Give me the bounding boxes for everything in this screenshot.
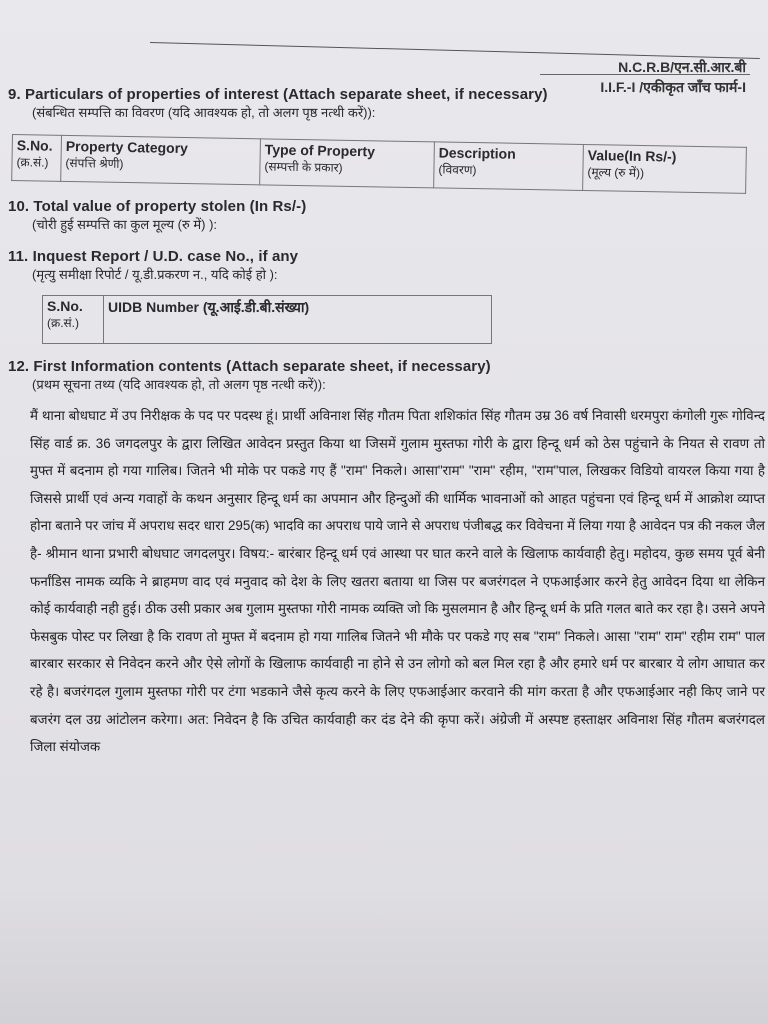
fir-body-paragraph: मैं थाना बोधघाट में उप निरीक्षक के पद पर पदस्थ हूं। प्रार्थी अविनाश सिंह गौतम पिता शशिकांत सिंह गौतम उम्र 36 वर्ष निवासी धरमपुरा कंगोली गुरू गोविन्द सिंह वार्ड क्र. 36 जगदलपुर के द्वारा लिखित आवेदन प्रस्तुत किया था जिसमें गुलाम मुस्तफा गोरी के द्वारा हिन्दू धर्म को ठेस पहुंचाने के नियत से रावण तो मुफ्त में बदनाम हो गया गालिब। जितने भी मोके पर पकडे गए हैं "राम" निकले। आसा"राम" "राम" रहीम, "राम"पाल, लिखकर विडियो वायरल किया गया है जिससे प्रार्थी एवं अन्य गवाहों के कथन अनुसार हिन्दू धर्म का अपमान और हिन्दुओं की धार्मिक भावनाओं को आहत पहुंचना एवं हिन्दू धर्म में आक्रोश व्याप्त होना बताने पर जांच में अपराध सदर धारा 295(क) भादवि का अपराध पाये जाने से अपराध पंजीबद्ध कर विवेचना में लिया गया है आवेदन पत्र की नकल जैल है- श्रीमान थाना प्रभारी बोधघाट जगदलपुर। विषय:- बारंबार हिन्दू धर्म एवं आस्था पर घात करने वाले के खिलाफ कार्यवाही हेतु। महोदय, कुछ समय पूर्व बेनी फर्नांडिस नामक व्यकि ने ब्राहमण वाद एवं मनुवाद को देश के लिए खतरा बताया था जिस पर बजरंगदल ने एफआईआर करने हेतु आवेदन दिया था लेकिन कोई कार्यवाही नही हुई। ठीक उसी प्रकार अब गुलाम मुस्तफा गोरी नामक व्यक्ति जो कि मुसलमान है और हिन्दू धर्म के प्रति गलत बाते कर रहा है। उसने अपने फेसबुक पोस्ट पर लिखा है कि रावण तो मुफ्त में बदनाम हो गया गालिब जितने भी मौके पर पकडे गए सब "राम" निकले। आसा "राम" राम" रहीम राम" पाल बारबार सरकार से निवेदन करने और ऐसे लोगों के खिलाफ कार्यवाही ना होने से उन लोगो को बल मिल रहा है और हमारे धर्म पर बारबार ये लोग आघात कर रहे है। बजरंगदल गुलाम मुस्तफा गोरी पर टंगा भडकाने जैसे कृत्य करने के लिए एफआईआर करवाने की मांग करता है और एफआईआर नही किए जाने पर बजरंग दल उग्र आंटोलन करेगा। अत: निवेदन है कि उचित कार्यवाही कर दंड देने की कृपा करें। अंग्रेजी में अस्पष्ट हस्ताक्षर अविनाश सिंह गौतम बजरंगदल जिला संयोजक: [30, 408, 766, 755]
col-sno: S.No. (क्र.सं.): [12, 135, 62, 182]
properties-table: [11, 134, 747, 194]
page-shadow: [0, 884, 768, 1024]
form-code-iif: I.I.F.-I /एकीकृत जाँच फार्म-I: [600, 79, 746, 95]
section-12-heading: 12. First Information contents (Attach separate sheet, if necessary) (प्रथम सूचना तथ्य (यदि आवश्यक हो, तो अलग पृष्ठ नत्थी करें)):: [8, 358, 491, 392]
section-11-heading: 11. Inquest Report / U.D. case No., if any (मृत्यु समीक्षा रिपोर्ट / यू.डी.प्रकरण न., यदि कोई हो ):: [8, 248, 299, 282]
top-rule: [150, 42, 760, 59]
form-code-ncrb: N.C.R.B/एन.सी.आर.बी: [618, 59, 746, 75]
col-type-of-property: Type of Property (सम्पत्ती के प्रकार): [260, 139, 435, 188]
col-value: Value(In Rs/-) (मूल्य (रु में)): [583, 144, 747, 193]
col-description: Description (विवरण): [434, 142, 584, 191]
header-divider: [540, 74, 750, 75]
uidb-col-sno: S.No. (क्र.सं.): [43, 296, 104, 344]
section-10-heading: 10. Total value of property stolen (In Rs/-) (चोरी हुई सम्पत्ति का कुल मूल्य (रु में) ):: [8, 198, 307, 232]
uidb-col-number: UIDB Number (यू.आई.डी.बी.संख्या): [104, 296, 492, 344]
fir-contents: [30, 402, 765, 761]
col-property-category: Property Category (संपत्ति श्रेणी): [61, 135, 261, 184]
uidb-table: [42, 295, 492, 344]
section-9-heading: 9. Particulars of properties of interest (Attach separate sheet, if necessary) (संबन्धित सम्पत्ति का विवरण (यदि आवश्यक हो, तो अलग पृष्ठ नत्थी करें)):: [8, 86, 548, 120]
